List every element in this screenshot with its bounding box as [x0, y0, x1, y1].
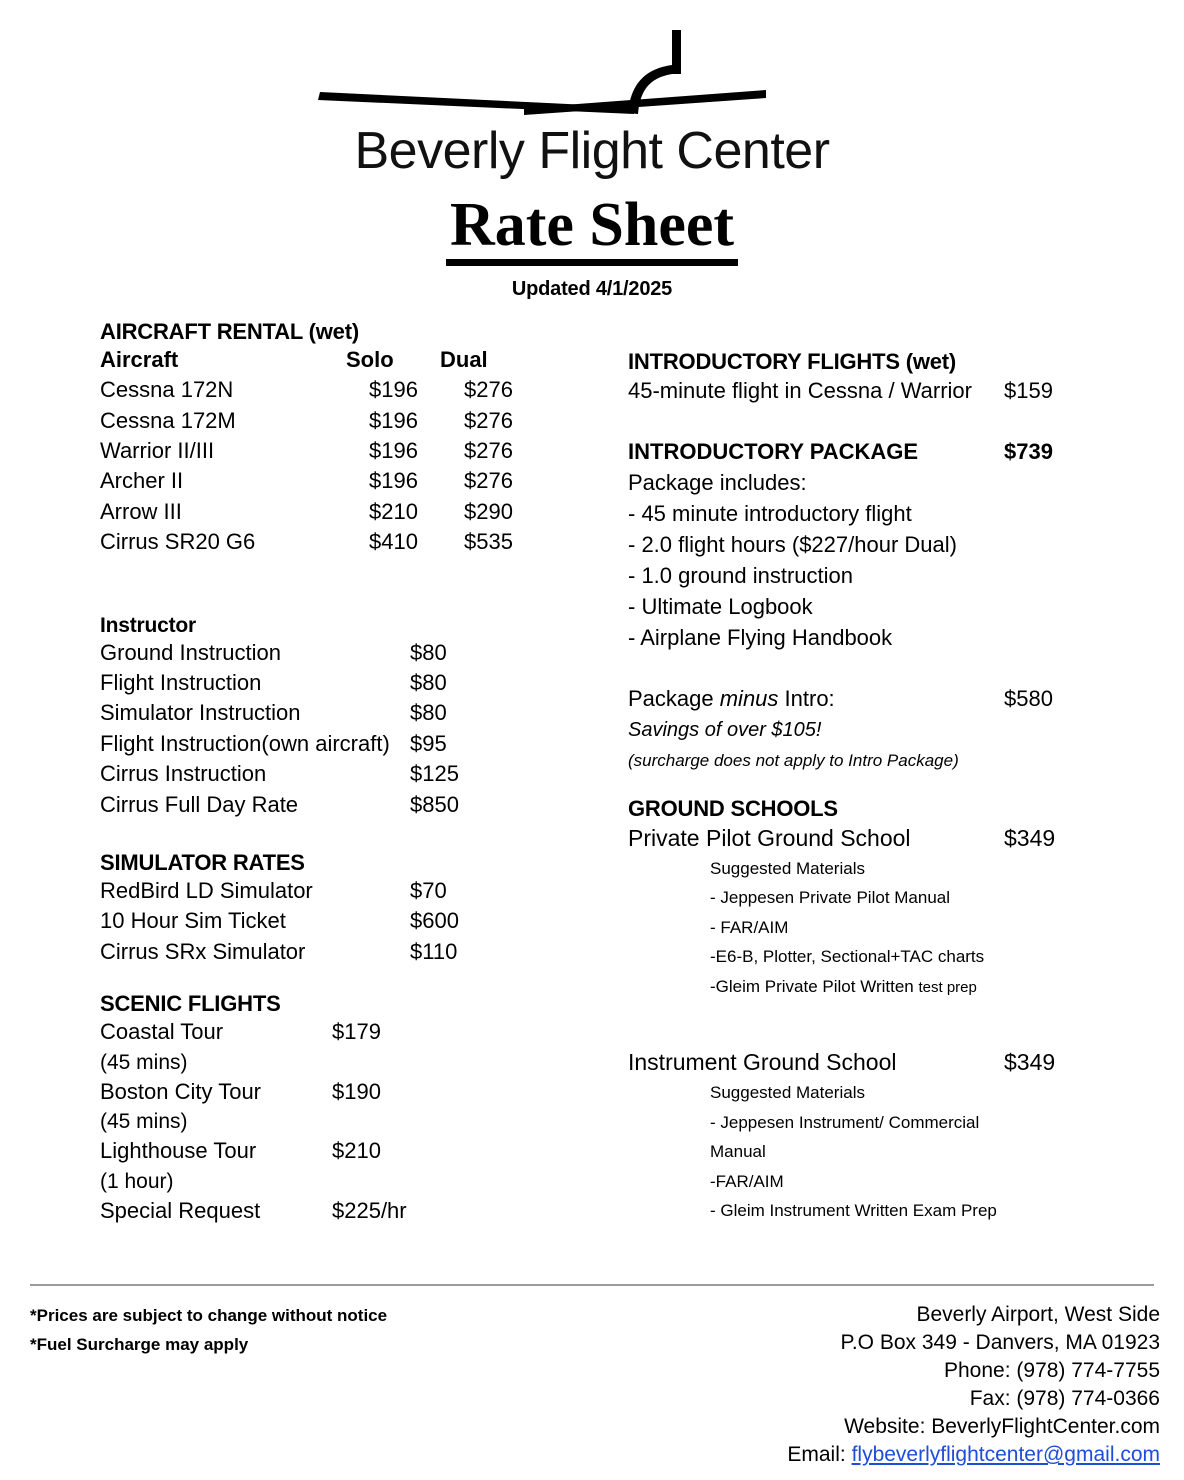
- list-item: [100, 1017, 520, 1047]
- package-savings-note: Savings of over $105!: [628, 718, 822, 741]
- package-minus-intro-label: [628, 683, 1004, 714]
- disclaimer-prices: *Prices are subject to change without notice: [30, 1306, 388, 1325]
- table-row: [100, 375, 520, 405]
- scenic-item-duration: (1 hour): [100, 1169, 174, 1193]
- contact-email-label: Email:: [787, 1443, 852, 1466]
- instructor-item-price: $95: [410, 730, 447, 756]
- instructor-item-price: $80: [410, 670, 447, 696]
- instructor-item-label: [100, 638, 410, 668]
- list-item: [100, 790, 520, 820]
- disclaimer-fuel-surcharge: *Fuel Surcharge may apply: [30, 1335, 249, 1354]
- contact-email-row: [787, 1441, 1160, 1469]
- footer-disclaimers: [30, 1301, 387, 1359]
- col-header-aircraft: Aircraft: [100, 346, 179, 372]
- simulator-item-price: $600: [410, 908, 459, 934]
- material-item: - FAR/AIM: [710, 917, 789, 937]
- right-column: [628, 349, 1078, 1226]
- instructor-heading: Instructor: [100, 613, 197, 637]
- introductory-flight-label: 45-minute flight in Cessna / Warrior: [628, 377, 972, 403]
- table-row: [100, 466, 520, 496]
- scenic-item-duration: (45 mins): [100, 1110, 188, 1134]
- aircraft-name: Cirrus SR20 G6: [100, 529, 256, 555]
- aircraft-solo-price: $196: [369, 377, 418, 403]
- simulator-item-price: $110: [410, 938, 458, 964]
- material-item: - Jeppesen Instrument/ Commercial: [710, 1112, 980, 1132]
- introductory-package-heading-row: [628, 436, 1078, 467]
- instructor-item-label: [100, 729, 410, 759]
- list-item: [100, 668, 520, 698]
- material-item: Manual: [710, 1142, 766, 1162]
- instructor-item-label: [100, 790, 410, 820]
- scenic-item-price: $210: [332, 1138, 381, 1164]
- left-column: [100, 319, 520, 1226]
- list-item: [100, 759, 520, 789]
- aircraft-dual-price: $290: [464, 498, 513, 524]
- minus-intro-prefix: Package: [628, 685, 720, 711]
- simulator-item-name: 10 Hour Sim Ticket: [100, 908, 286, 934]
- introductory-flight-row: [628, 375, 1078, 406]
- list-item: [100, 876, 520, 906]
- introductory-package-heading: INTRODUCTORY PACKAGE: [628, 438, 919, 464]
- scenic-item-name: Boston City Tour: [100, 1078, 262, 1104]
- aircraft-rental-heading: AIRCRAFT RENTAL (wet): [100, 318, 359, 344]
- scenic-item-name: Special Request: [100, 1197, 261, 1223]
- simulator-rates-heading: SIMULATOR RATES: [100, 850, 305, 876]
- package-include-item: - 45 minute introductory flight: [628, 500, 912, 526]
- instructor-item-price: $80: [410, 639, 447, 665]
- table-row: [100, 527, 520, 557]
- list-item: [100, 1136, 520, 1166]
- aircraft-rental-header-row: [100, 345, 520, 375]
- contact-email-link[interactable]: flybeverlyflightcenter@gmail.com: [851, 1443, 1160, 1466]
- instructor-item-price: $850: [410, 791, 459, 817]
- package-include-item: - 2.0 flight hours ($227/hour Dual): [628, 531, 957, 557]
- scenic-item-duration: (45 mins): [100, 1050, 188, 1074]
- document-header: [0, 0, 1184, 301]
- simulator-item-name: RedBird LD Simulator: [100, 878, 313, 904]
- instructor-item-note: (own aircraft): [261, 730, 390, 756]
- instructor-item-name: Flight Instruction: [100, 670, 262, 696]
- package-minus-intro-row: [628, 683, 1078, 714]
- suggested-materials-label: Suggested Materials: [710, 1083, 865, 1103]
- minus-intro-suffix: Intro:: [778, 685, 835, 711]
- footer-divider: [30, 1284, 1154, 1286]
- table-row: [100, 497, 520, 527]
- material-item: [628, 972, 1078, 1003]
- instructor-item-label: [100, 759, 410, 789]
- list-item: [100, 638, 520, 668]
- contact-phone: Phone: (978) 774-7755: [944, 1359, 1160, 1382]
- scenic-flights-heading: SCENIC FLIGHTS: [100, 991, 281, 1017]
- ground-school-row: [628, 1046, 1078, 1078]
- scenic-item-name: Coastal Tour: [100, 1019, 224, 1045]
- aircraft-solo-price: $196: [369, 438, 418, 463]
- brand-name: Beverly Flight Center: [354, 122, 830, 180]
- introductory-flights-heading: INTRODUCTORY FLIGHTS (wet): [628, 348, 957, 374]
- package-includes-label: Package includes:: [628, 469, 807, 495]
- package-include-item: - Airplane Flying Handbook: [628, 624, 893, 650]
- ground-school-name: Private Pilot Ground School: [628, 824, 911, 851]
- list-item: [100, 1077, 520, 1107]
- list-item: [100, 906, 520, 936]
- instructor-item-name: Cirrus Instruction: [100, 761, 267, 787]
- instructor-item-name: Flight Instruction: [100, 730, 262, 756]
- col-header-solo: Solo: [346, 346, 394, 372]
- aircraft-dual-price: $535: [464, 529, 513, 555]
- updated-date: Updated 4/1/2025: [511, 277, 673, 300]
- instructor-item-label: [100, 668, 410, 698]
- package-minus-intro-price: $580: [1004, 685, 1053, 711]
- aircraft-solo-price: $196: [369, 468, 418, 494]
- aircraft-dual-price: $276: [464, 468, 513, 494]
- suggested-materials-label: Suggested Materials: [710, 858, 865, 878]
- instructor-item-price: $125: [410, 761, 459, 787]
- aircraft-name: Archer II: [100, 468, 184, 494]
- minus-intro-emphasis: minus: [719, 685, 779, 711]
- col-header-dual: Dual: [440, 346, 488, 372]
- aircraft-name: Cessna 172N: [100, 377, 234, 403]
- contact-website: Website: BeverlyFlightCenter.com: [844, 1415, 1160, 1438]
- material-item: -FAR/AIM: [710, 1171, 784, 1191]
- scenic-item-price: $225/hr: [332, 1197, 407, 1223]
- contact-fax: Fax: (978) 774-0366: [969, 1387, 1160, 1410]
- introductory-package-price: $739: [1004, 438, 1053, 464]
- contact-address-line2: P.O Box 349 - Danvers, MA 01923: [840, 1331, 1160, 1354]
- contact-address-line1: Beverly Airport, West Side: [916, 1303, 1160, 1326]
- aircraft-dual-price: $276: [464, 438, 513, 463]
- ground-schools-heading: GROUND SCHOOLS: [628, 795, 838, 821]
- ground-school-price: $349: [1004, 1049, 1056, 1076]
- package-include-item: - 1.0 ground instruction: [628, 562, 854, 588]
- list-item: [100, 937, 520, 967]
- aircraft-dual-price: $276: [464, 407, 513, 433]
- ground-school-name: Instrument Ground School: [628, 1049, 897, 1076]
- introductory-flight-price: $159: [1004, 377, 1053, 403]
- instructor-item-price: $80: [410, 700, 447, 726]
- aircraft-solo-price: $410: [369, 529, 418, 555]
- instructor-item-name: Cirrus Full Day Rate: [100, 791, 299, 817]
- scenic-item-price: $190: [332, 1078, 381, 1104]
- instructor-item-name: Simulator Instruction: [100, 700, 301, 726]
- page-title: Rate Sheet: [446, 191, 738, 266]
- simulator-item-name: Cirrus SRx Simulator: [100, 938, 306, 964]
- instructor-item-name: Ground Instruction: [100, 639, 281, 665]
- aircraft-solo-price: $196: [369, 407, 418, 433]
- list-item: [100, 729, 520, 759]
- material-item-tail: test prep: [918, 978, 977, 996]
- material-item: -E6-B, Plotter, Sectional+TAC charts: [710, 947, 985, 967]
- package-include-item: - Ultimate Logbook: [628, 593, 813, 619]
- table-row: [100, 406, 520, 436]
- list-item: [100, 1196, 520, 1226]
- footer-contact: [787, 1301, 1160, 1469]
- simulator-item-price: $70: [410, 878, 447, 904]
- aircraft-solo-price: $210: [369, 498, 418, 524]
- table-row: [100, 436, 520, 466]
- aircraft-name: Cessna 172M: [100, 407, 236, 433]
- scenic-item-price: $179: [332, 1019, 381, 1045]
- instructor-item-label: [100, 698, 410, 728]
- list-item: [100, 698, 520, 728]
- aircraft-name: Arrow III: [100, 498, 182, 524]
- ground-school-price: $349: [1004, 824, 1056, 851]
- material-item: - Jeppesen Private Pilot Manual: [710, 888, 951, 908]
- scenic-item-name: Lighthouse Tour: [100, 1138, 257, 1164]
- package-surcharge-note: (surcharge does not apply to Intro Package): [628, 750, 959, 770]
- airplane-wings-logo-icon: [312, 30, 872, 122]
- aircraft-name: Warrior II/III: [100, 438, 215, 463]
- aircraft-dual-price: $276: [464, 377, 513, 403]
- material-item-main: -Gleim Private Pilot Written: [710, 976, 919, 996]
- material-item: - Gleim Instrument Written Exam Prep: [710, 1201, 997, 1221]
- ground-school-row: [628, 822, 1078, 854]
